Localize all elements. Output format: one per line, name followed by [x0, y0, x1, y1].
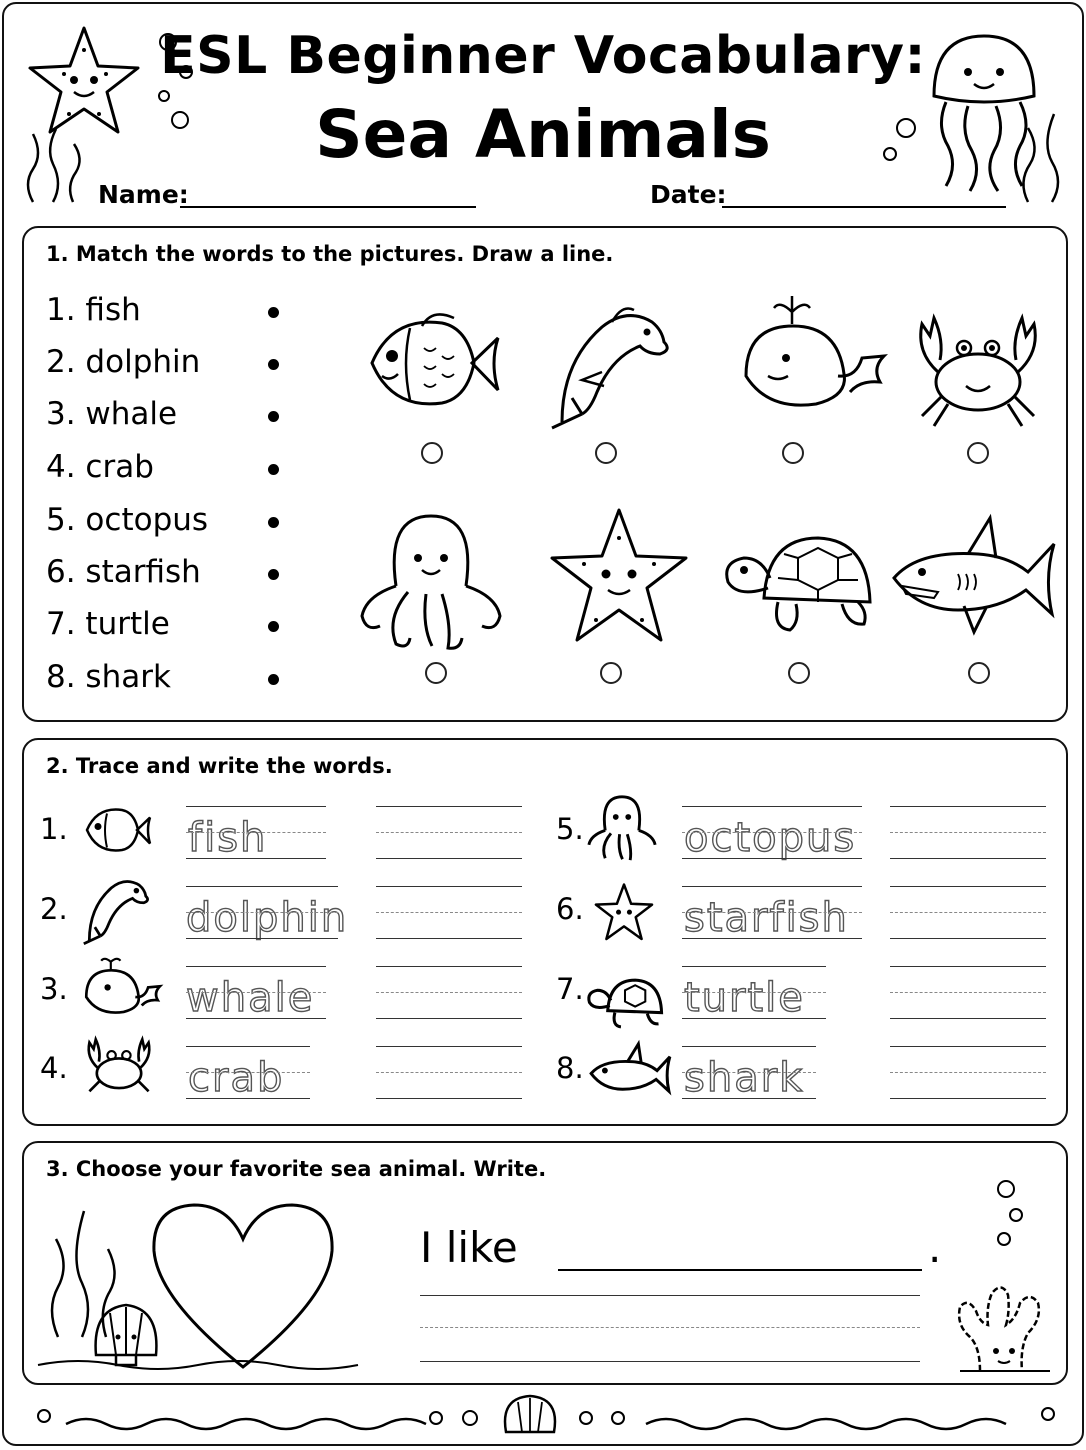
- trace-word-whale: whale: [186, 975, 315, 1021]
- match-circle[interactable]: [782, 442, 804, 464]
- turtle-picture-icon: [718, 518, 878, 648]
- trace-number: 2.: [40, 892, 68, 926]
- sentence-start: I like: [420, 1223, 518, 1272]
- guide-line: [186, 886, 338, 887]
- write-line[interactable]: [420, 1361, 920, 1362]
- guide-line: [186, 912, 338, 913]
- write-line[interactable]: [890, 1072, 1046, 1073]
- guide-line: [682, 992, 826, 993]
- trace-word-fish: fish: [188, 815, 268, 861]
- trace-number: 8.: [556, 1051, 584, 1085]
- favorite-animal-blank[interactable]: [558, 1269, 922, 1271]
- match-word-whale: 3. whale: [46, 396, 178, 432]
- crab-picture-icon: [908, 312, 1048, 432]
- page-title: ESL Beginner Vocabulary:: [160, 26, 926, 86]
- heart-drawing-box-icon[interactable]: [148, 1199, 338, 1371]
- trace-number: 7.: [556, 972, 584, 1006]
- match-word-dolphin: 2. dolphin: [46, 344, 201, 380]
- guide-line: [186, 832, 326, 833]
- match-circle[interactable]: [968, 662, 990, 684]
- trace-number: 3.: [40, 972, 68, 1006]
- date-label: Date:: [650, 180, 727, 209]
- trace-section: [22, 738, 1068, 1126]
- write-line[interactable]: [890, 1098, 1046, 1099]
- write-line[interactable]: [376, 938, 522, 939]
- guide-line: [186, 1018, 326, 1019]
- favorite-section: [22, 1141, 1068, 1385]
- write-line[interactable]: [376, 966, 522, 967]
- match-circle[interactable]: [600, 662, 622, 684]
- trace-word-octopus: octopus: [684, 815, 857, 861]
- trace-word-dolphin: dolphin: [186, 895, 349, 941]
- trace-number: 4.: [40, 1051, 68, 1085]
- match-word-octopus: 5. octopus: [46, 502, 209, 538]
- match-dot[interactable]: [268, 411, 279, 422]
- guide-line: [186, 806, 326, 807]
- whale-small-icon: [82, 954, 162, 1024]
- octopus-picture-icon: [356, 506, 506, 656]
- octopus-small-icon: [586, 792, 658, 864]
- write-line[interactable]: [376, 806, 522, 807]
- write-line[interactable]: [376, 1018, 522, 1019]
- match-dot[interactable]: [268, 464, 279, 475]
- match-word-turtle: 7. turtle: [46, 606, 170, 642]
- shark-picture-icon: [888, 514, 1058, 644]
- trace-word-starfish: starfish: [684, 895, 849, 941]
- guide-line: [186, 938, 338, 939]
- match-circle[interactable]: [421, 442, 443, 464]
- date-field[interactable]: [722, 206, 1006, 208]
- crab-small-icon: [82, 1036, 156, 1100]
- match-dot[interactable]: [268, 621, 279, 632]
- turtle-small-icon: [584, 970, 666, 1036]
- dolphin-small-icon: [78, 874, 156, 946]
- guide-line: [682, 886, 862, 887]
- fish-picture-icon: [362, 308, 502, 418]
- match-circle[interactable]: [967, 442, 989, 464]
- match-circle[interactable]: [788, 662, 810, 684]
- match-dot[interactable]: [268, 517, 279, 528]
- guide-line: [682, 966, 826, 967]
- section2-instruction: 2. Trace and write the words.: [46, 754, 393, 778]
- match-word-fish: 1. fish: [46, 292, 141, 328]
- match-word-starfish: 6. starfish: [46, 554, 201, 590]
- trace-word-turtle: turtle: [684, 975, 805, 1021]
- write-line[interactable]: [890, 966, 1046, 967]
- write-line[interactable]: [890, 858, 1046, 859]
- guide-line: [682, 832, 862, 833]
- whale-picture-icon: [738, 296, 888, 426]
- starfish-picture-icon: [544, 504, 694, 652]
- guide-line: [682, 912, 862, 913]
- section1-instruction: 1. Match the words to the pictures. Draw a line.: [46, 242, 614, 266]
- write-line[interactable]: [890, 1046, 1046, 1047]
- trace-number: 5.: [556, 812, 584, 846]
- sentence-period: .: [928, 1223, 942, 1272]
- bottom-wave-border-icon: [30, 1390, 1060, 1440]
- match-dot[interactable]: [268, 359, 279, 370]
- guide-line: [186, 992, 326, 993]
- write-line[interactable]: [376, 992, 522, 993]
- write-line[interactable]: [420, 1295, 920, 1296]
- write-line[interactable]: [890, 886, 1046, 887]
- guide-line: [682, 806, 862, 807]
- write-line[interactable]: [890, 992, 1046, 993]
- write-line[interactable]: [890, 938, 1046, 939]
- guide-line: [186, 966, 326, 967]
- guide-line: [682, 1098, 816, 1099]
- guide-line: [186, 1046, 310, 1047]
- match-dot[interactable]: [268, 307, 279, 318]
- guide-line: [682, 858, 862, 859]
- write-line[interactable]: [376, 912, 522, 913]
- fish-small-icon: [82, 802, 152, 858]
- guide-line: [682, 938, 862, 939]
- write-line[interactable]: [890, 1018, 1046, 1019]
- write-line[interactable]: [376, 1046, 522, 1047]
- write-line[interactable]: [376, 1098, 522, 1099]
- guide-line: [186, 1072, 310, 1073]
- trace-word-shark: shark: [684, 1055, 805, 1101]
- match-word-crab: 4. crab: [46, 449, 154, 485]
- bubbles-section3-icon: [990, 1179, 1030, 1269]
- write-line[interactable]: [376, 1072, 522, 1073]
- match-dot[interactable]: [268, 569, 279, 580]
- guide-line: [682, 1046, 816, 1047]
- write-line[interactable]: [376, 832, 522, 833]
- starfish-small-icon: [592, 882, 656, 944]
- write-line[interactable]: [890, 832, 1046, 833]
- guide-line: [186, 1098, 310, 1099]
- matching-section: [22, 226, 1068, 722]
- worksheet-page: [2, 2, 1084, 1446]
- trace-number: 6.: [556, 892, 584, 926]
- match-word-shark: 8. shark: [46, 659, 171, 695]
- guide-line: [682, 1072, 816, 1073]
- shark-small-icon: [588, 1042, 672, 1106]
- match-dot[interactable]: [268, 674, 279, 685]
- trace-number: 1.: [40, 812, 68, 846]
- guide-line: [186, 858, 326, 859]
- write-line[interactable]: [890, 806, 1046, 807]
- name-label: Name:: [98, 180, 189, 209]
- write-line[interactable]: [376, 858, 522, 859]
- guide-line: [682, 1018, 826, 1019]
- section3-instruction: 3. Choose your favorite sea animal. Write.: [46, 1157, 547, 1181]
- name-field[interactable]: [180, 206, 476, 208]
- coral-icon: [950, 1267, 1060, 1375]
- dolphin-picture-icon: [542, 302, 682, 432]
- trace-word-crab: crab: [188, 1055, 285, 1101]
- match-circle[interactable]: [425, 662, 447, 684]
- match-circle[interactable]: [595, 442, 617, 464]
- write-line[interactable]: [420, 1327, 920, 1328]
- write-line[interactable]: [376, 886, 522, 887]
- page-subtitle: Sea Animals: [315, 96, 771, 173]
- write-line[interactable]: [890, 912, 1046, 913]
